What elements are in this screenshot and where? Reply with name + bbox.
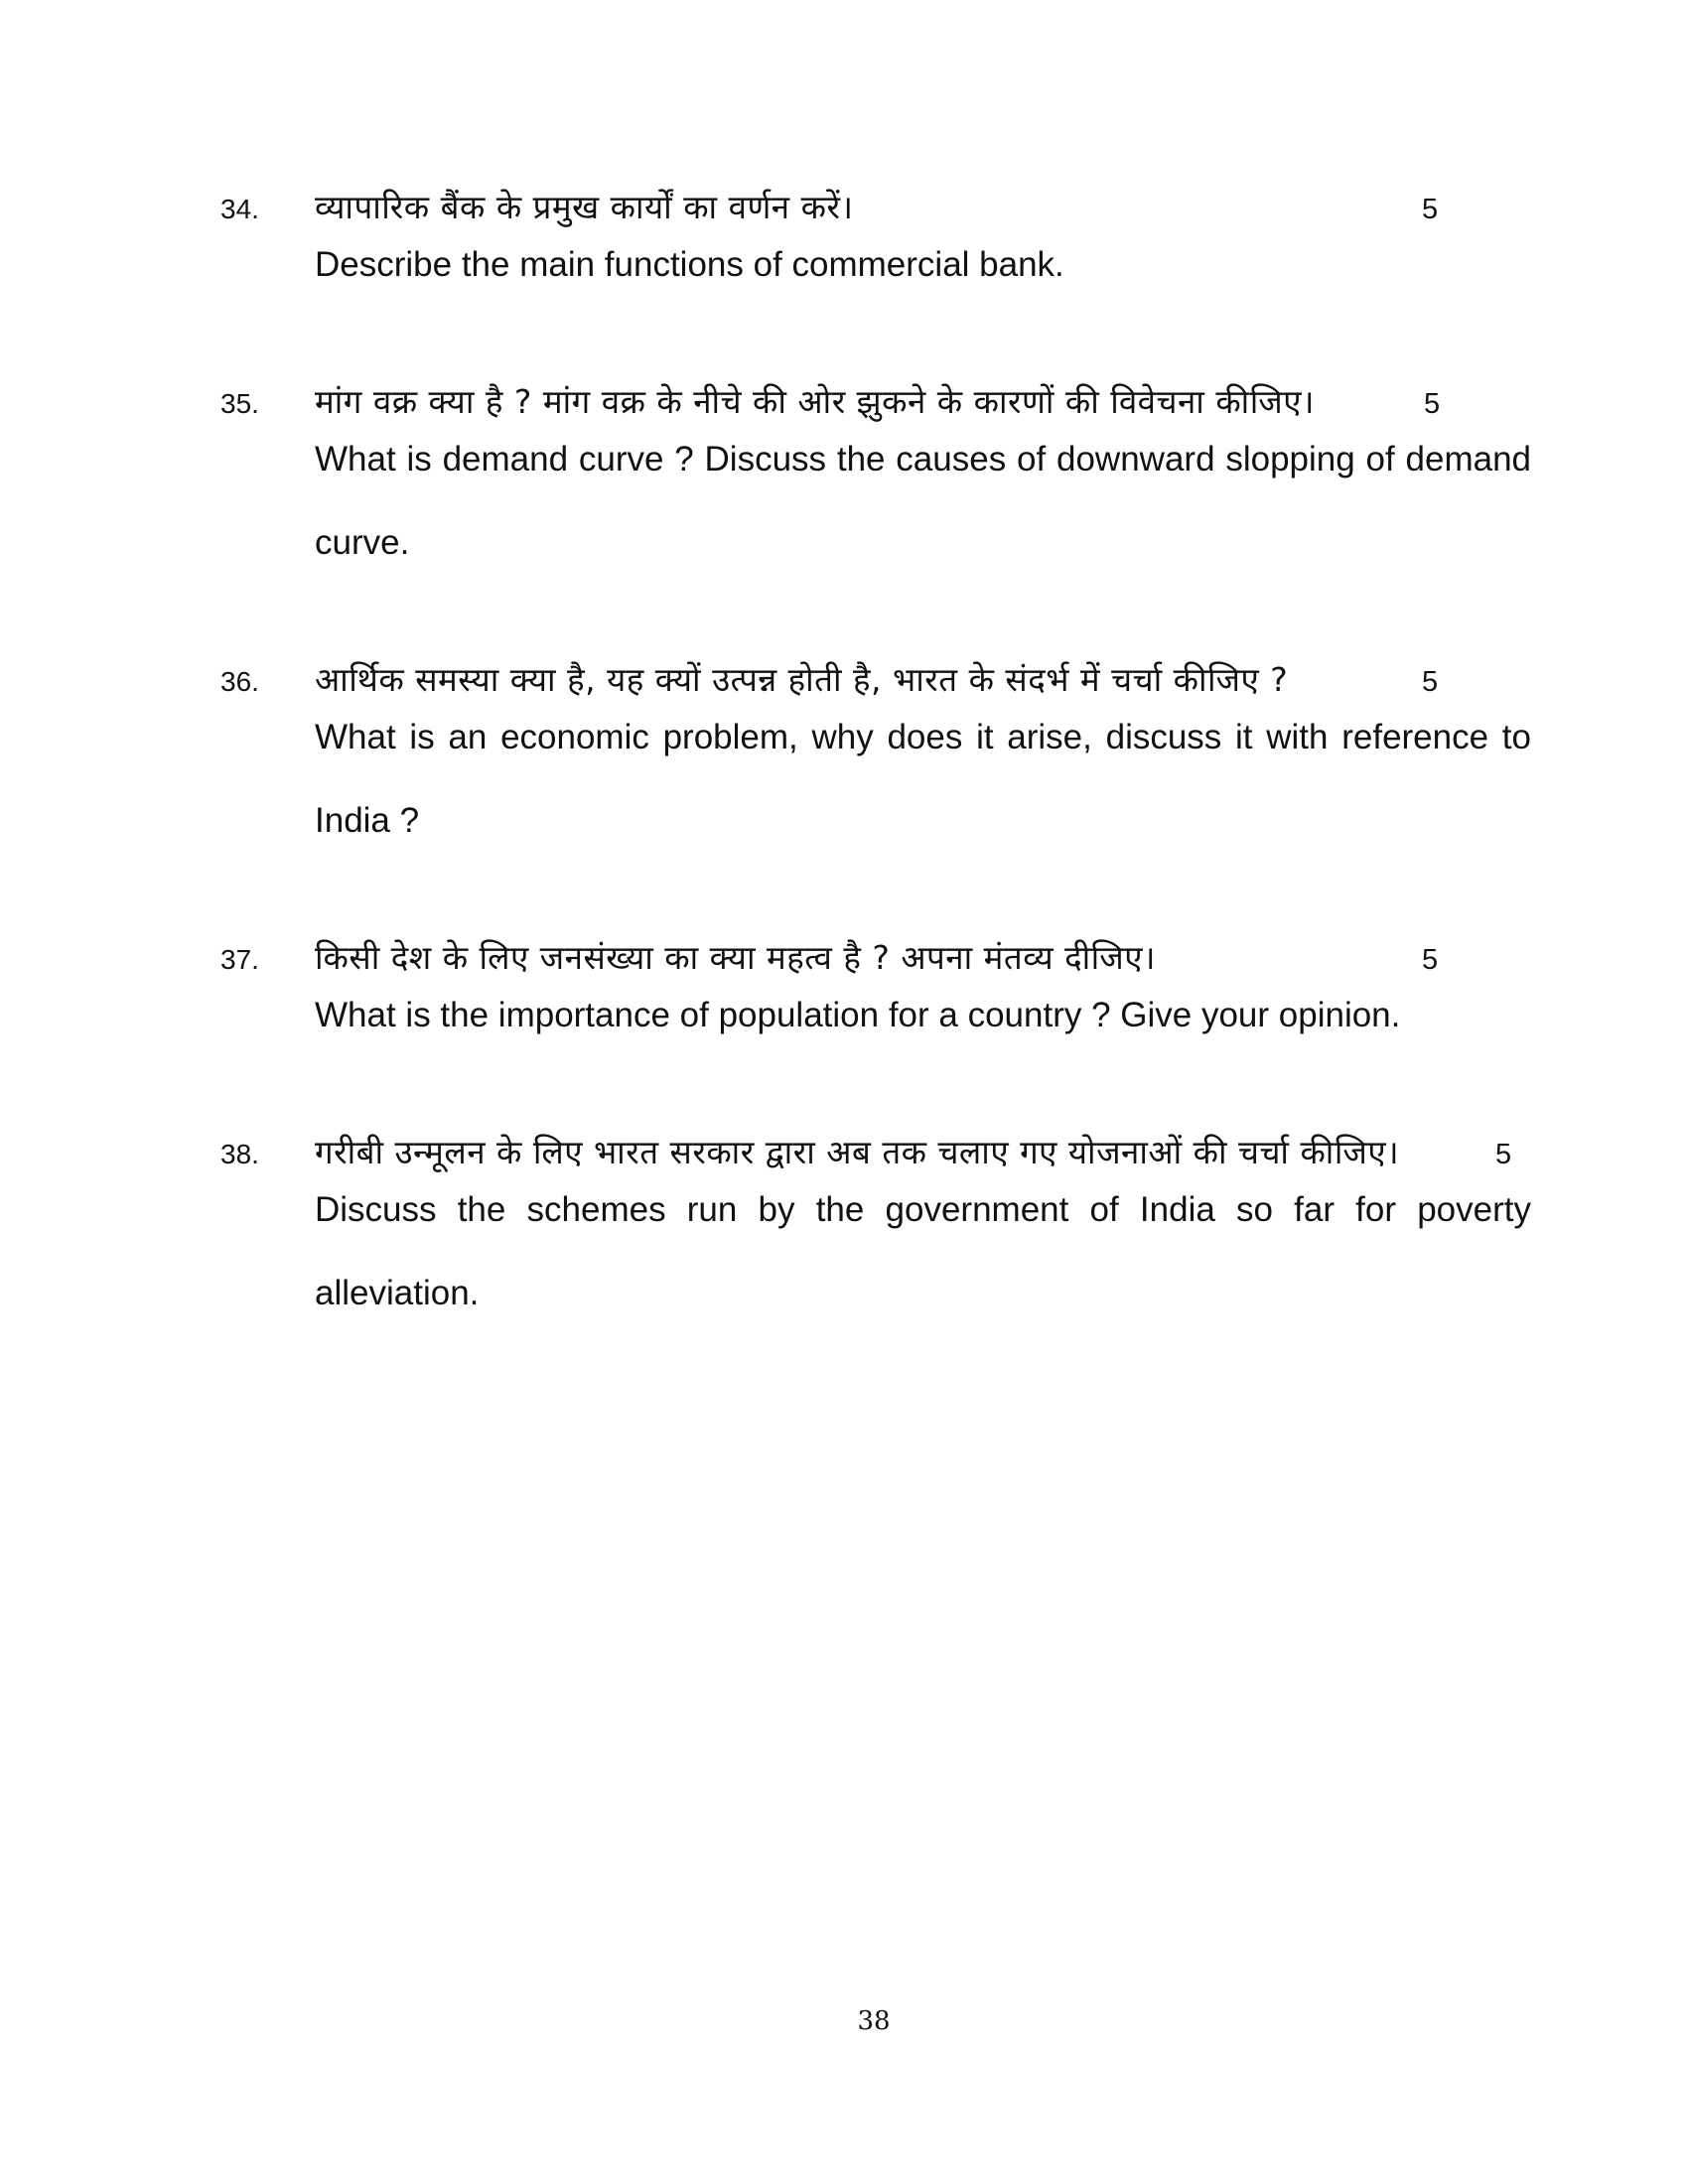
question-marks: 5 <box>1422 194 1439 225</box>
question-text-english: What is an economic problem, why does it arise, discuss it with reference to India ? <box>315 718 1531 840</box>
question-text-hindi: व्यापारिक बैंक के प्रमुख कार्यों का वर्णन करें। <box>315 188 854 226</box>
question-text-hindi: आर्थिक समस्या क्या है, यह क्यों उत्पन्न होती है, भारत के संदर्भ में चर्चा कीजिए ? <box>315 660 1289 699</box>
question-number: 37. <box>220 944 259 975</box>
question-number: 34. <box>220 194 259 224</box>
question-text-hindi: गरीबी उन्मूलन के लिए भारत सरकार द्वारा अब तक चलाए गए योजनाओं की चर्चा कीजिए। <box>315 1133 1400 1171</box>
question-text-english: Describe the main functions of commercial bank. <box>315 245 1064 284</box>
question-marks: 5 <box>1424 388 1441 420</box>
question-text-english: What is the importance of population for a country ? Give your opinion. <box>315 996 1401 1034</box>
page-number: 38 <box>857 2006 891 2036</box>
question-number: 36. <box>220 666 259 697</box>
question-text-hindi: किसी देश के लिए जनसंख्या का क्या महत्व है ? अपना मंतव्य दीजिए। <box>315 938 1156 977</box>
question-text-hindi: मांग वक्र क्या है ? मांग वक्र के नीचे की ओर झुकने के कारणों की विवेचना कीजिए। <box>315 382 1316 421</box>
question-marks: 5 <box>1495 1139 1512 1170</box>
question-number: 35. <box>220 388 259 419</box>
question-marks: 5 <box>1422 666 1439 698</box>
question-text-english: What is demand curve ? Discuss the causes of downward slopping of demand curve. <box>315 440 1531 562</box>
question-marks: 5 <box>1422 944 1439 976</box>
question-text-english: Discuss the schemes run by the government of India so far for poverty alleviation. <box>315 1190 1531 1312</box>
question-number: 38. <box>220 1139 259 1169</box>
